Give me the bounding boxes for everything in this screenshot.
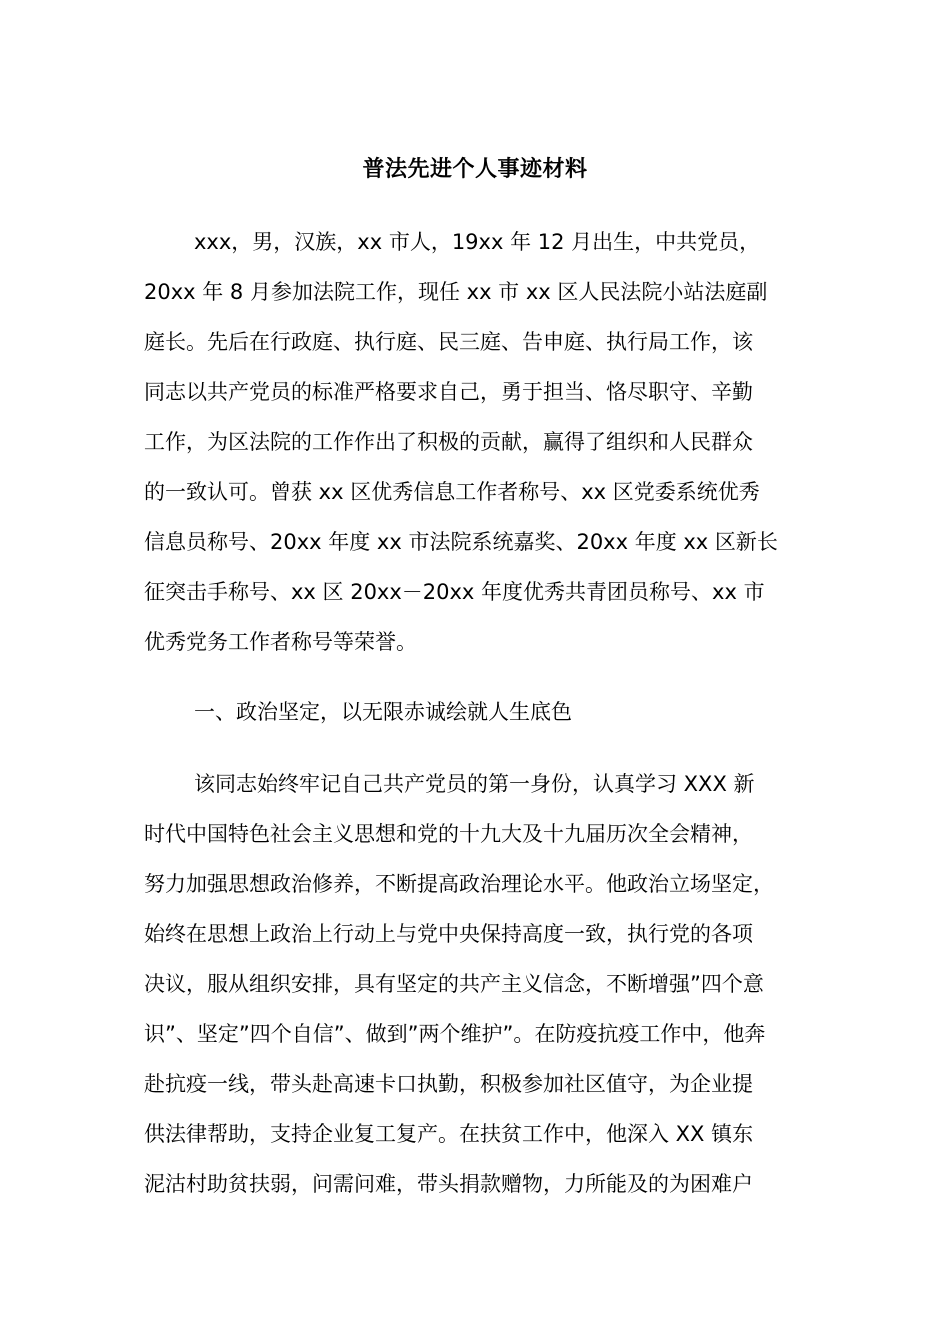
text-line: 同志以共产党员的标准严格要求自己，勇于担当、恪尽职守、辛勤 [144, 380, 753, 404]
text-line: 赴抗疫一线，带头赴高速卡口执勤，积极参加社区值守，为企业提 [144, 1072, 753, 1096]
section-heading-text: 一、政治坚定，以无限赤诚绘就人生底色 [194, 700, 572, 724]
text-line: 供法律帮助，支持企业复工复产。在扶贫工作中，他深入 XX 镇东 [144, 1122, 754, 1146]
text-line: 时代中国特色社会主义思想和党的十九大及十九届历次全会精神， [144, 822, 753, 846]
text-line: 始终在思想上政治上行动上与党中央保持高度一致，执行党的各项 [144, 922, 753, 946]
text-line: 的一致认可。曾获 xx 区优秀信息工作者称号、xx 区党委系统优秀 [144, 480, 760, 504]
text-line: 该同志始终牢记自己共产党员的第一身份，认真学习 XXX 新 [194, 772, 755, 796]
text-line: 庭长。先后在行政庭、执行庭、民三庭、告申庭、执行局工作，该 [144, 330, 753, 354]
document-title: 普法先进个人事迹材料 [362, 157, 588, 182]
text-line: 识”、坚定”四个自信”、做到”两个维护”。在防疫抗疫工作中，他奔 [144, 1022, 766, 1046]
paragraph-profile [144, 217, 830, 667]
text-line: 20xx 年 8 月参加法院工作，现任 xx 市 xx 区人民法院小站法庭副 [144, 280, 768, 304]
text-line: 优秀党务工作者称号等荣誉。 [144, 630, 417, 654]
section-heading [144, 687, 830, 737]
text-line: 工作，为区法院的工作作出了积极的贡献，赢得了组织和人民群众 [144, 430, 753, 454]
text-line: 泥沽村助贫扶弱，问需问难，带头捐款赠物，力所能及的为困难户 [144, 1172, 753, 1196]
text-line: xxx，男，汉族，xx 市人，19xx 年 12 月出生，中共党员， [194, 230, 761, 254]
text-line: 信息员称号、20xx 年度 xx 市法院系统嘉奖、20xx 年度 xx 区新长 [144, 530, 778, 554]
text-line: 努力加强思想政治修养，不断提高政治理论水平。他政治立场坚定， [144, 872, 774, 896]
paragraph-political [144, 759, 830, 1209]
text-line: 决议，服从组织安排，具有坚定的共产主义信念，不断增强”四个意 [144, 972, 764, 996]
text-line: 征突击手称号、xx 区 20xx－20xx 年度优秀共青团员称号、xx 市 [144, 580, 765, 604]
